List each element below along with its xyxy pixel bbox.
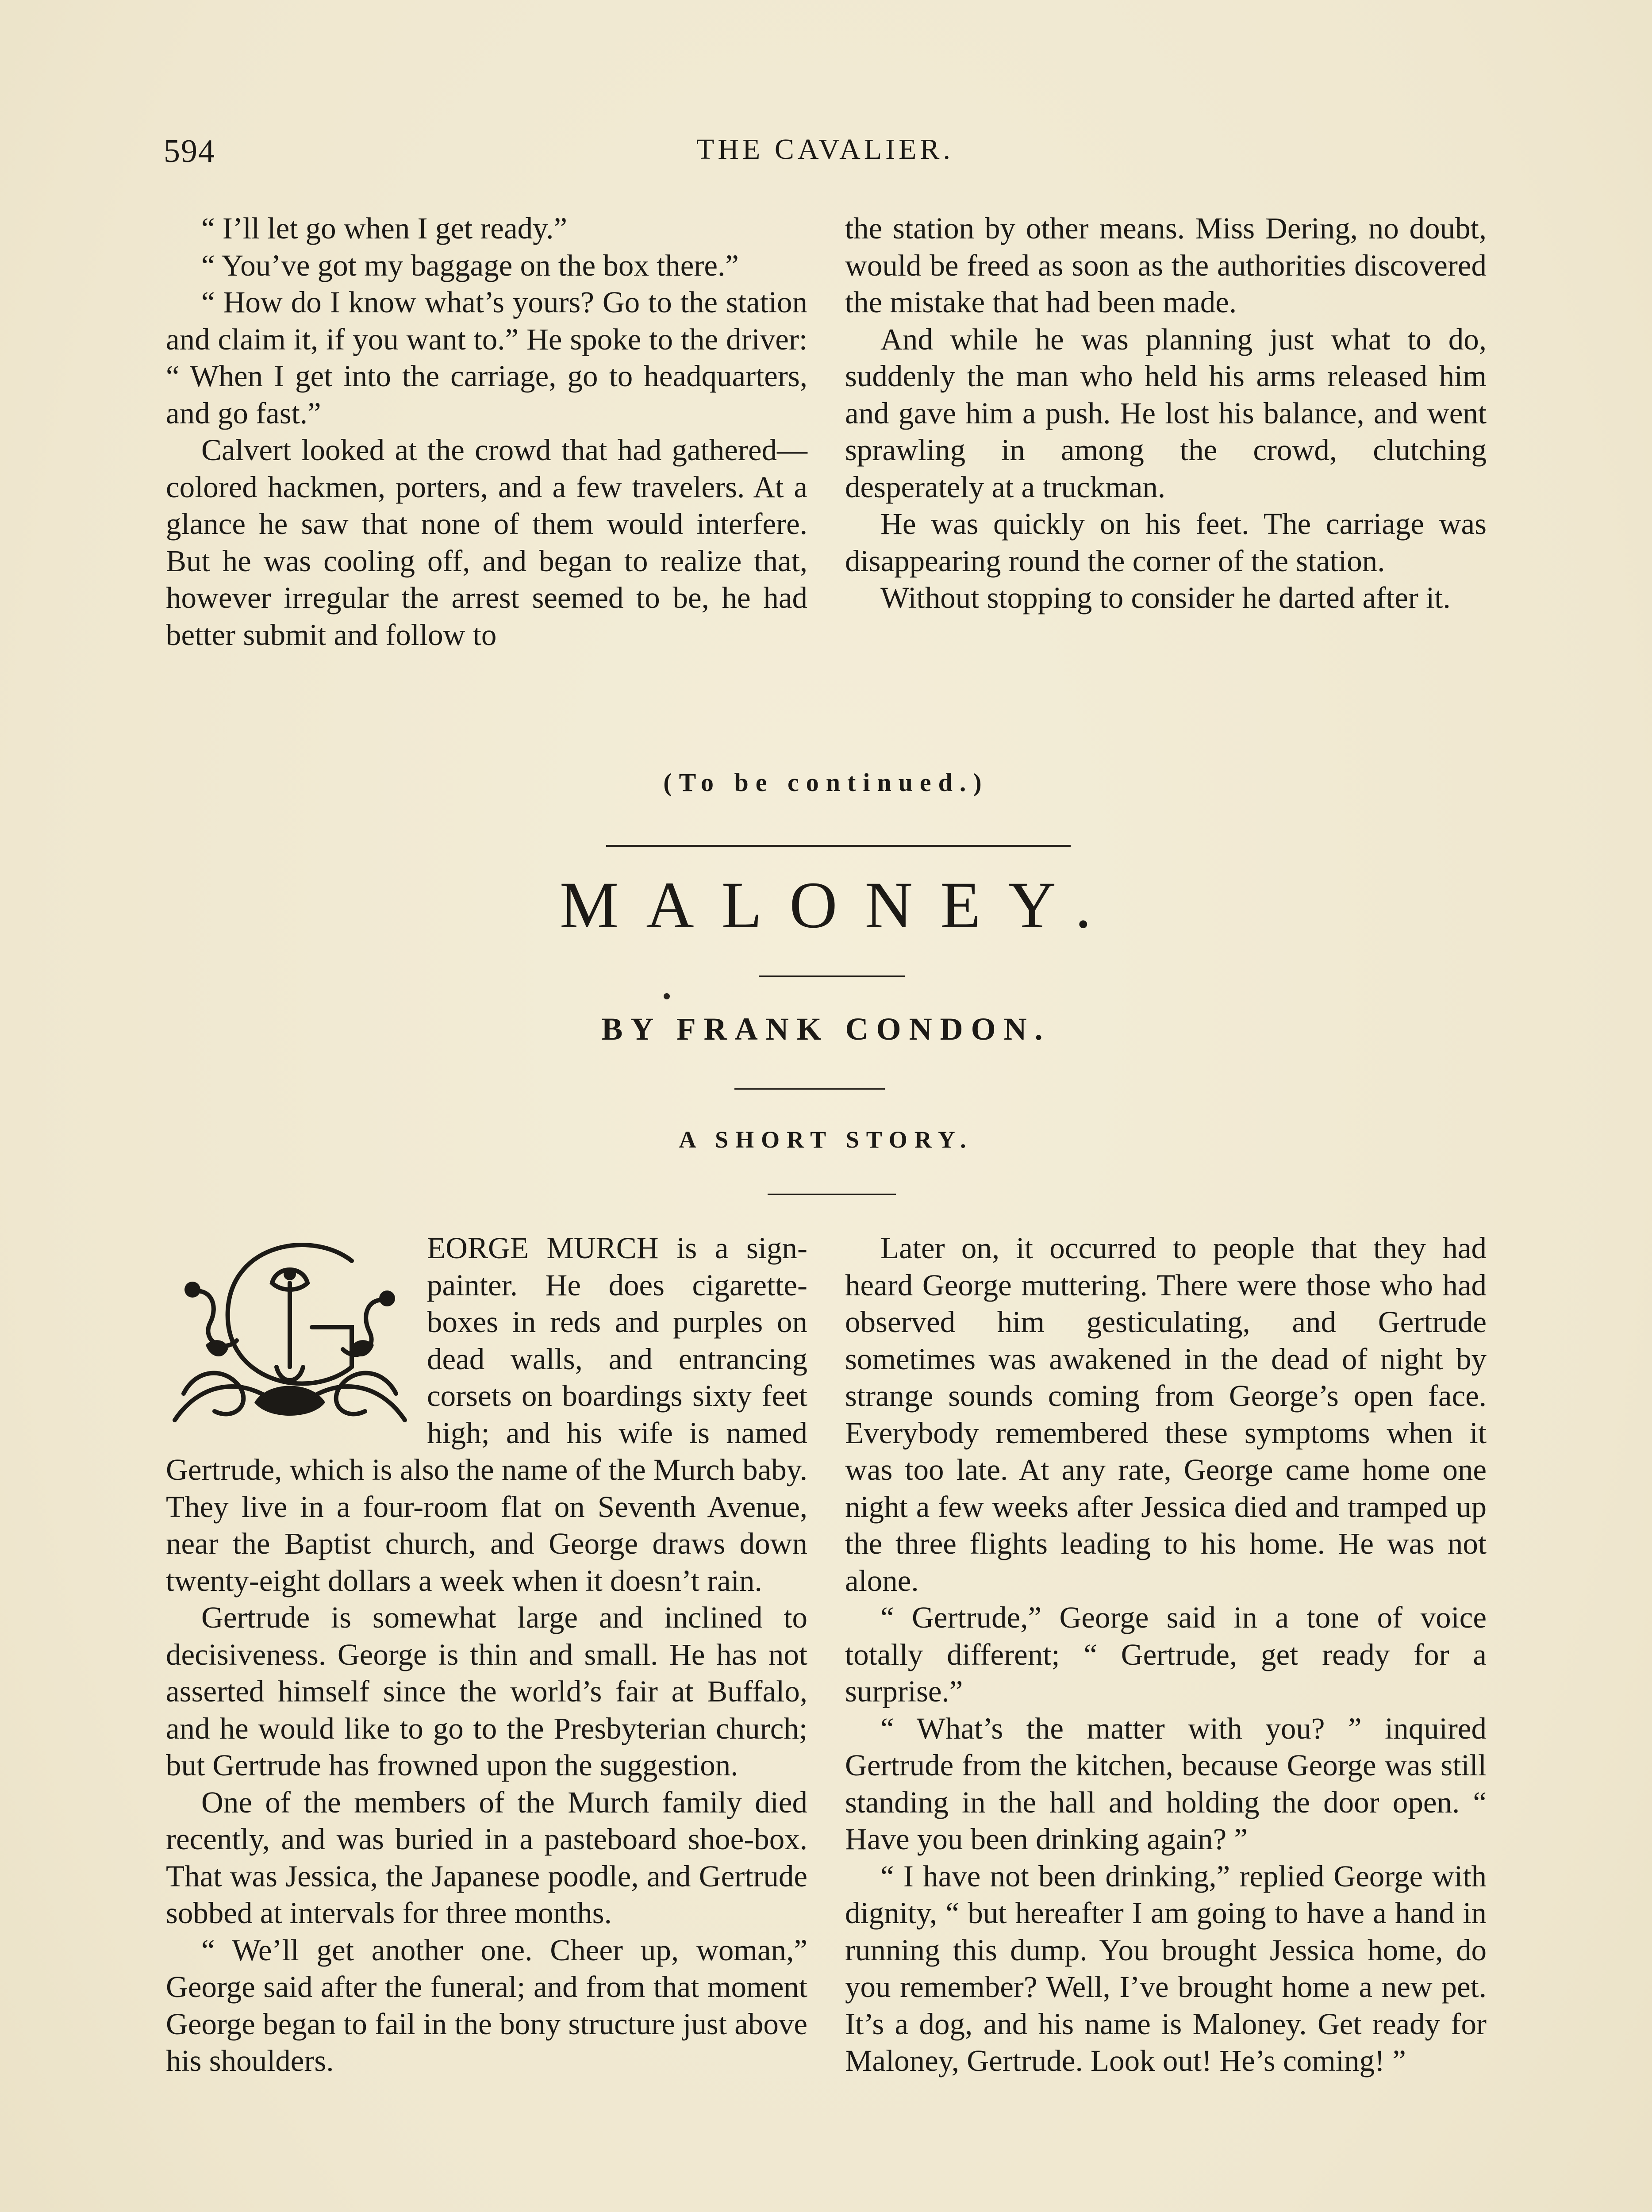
paragraph: And while he was planning just what to do, suddenly the man who held his arms released him and gave him a push. He lost his balance, and went sprawling in among the crowd, clutching desperately at a truckman. [845,322,1487,504]
paragraph: “ How do I know what’s yours? Go to the station and claim it, if you want to.” He spoke to the driver: “ When I get into the carriage, go to headquarters, and go fast.” [166,285,807,430]
paragraph: “ What’s the matter with you? ” inquired Gertrude from the kitchen, because George was still standing in the hall and holding the door open. “ Have you been drinking again? ” [845,1711,1487,1856]
title-rule [759,975,905,977]
story-subtitle: A SHORT STORY. [679,1126,973,1153]
paragraph: “ We’ll get another one. Cheer up, woman,” George said after the funeral; and from that moment George began to fail in the bony structure just above his shoulders. [166,1933,807,2078]
running-title: THE CAVALIER. [696,133,954,165]
paragraph: “ You’ve got my baggage on the box there.” [201,248,739,282]
subtitle-rule [768,1194,896,1195]
paragraph: “ I have not been drinking,” replied George with dignity, “ but hereafter I am going to have a hand in running this dump. You brought Jessica home, do you remember? Well, I’ve brought home a new pet. It’s a dog, and his name is Maloney. Get ready for Maloney, Gertrude. Look out! He’s coming! ” [845,1859,1487,2078]
byline: BY FRANK CONDON. [601,1011,1051,1047]
ornament-dot [664,993,670,999]
paragraph: Later on, it occurred to people that they had heard George muttering. There were those who had observed him gesticulating, and Gertrude sometimes was awakened in the dead of night by strange sounds coming from George’s open face. Everybody remembered these symptoms when it was too late. At any rate, George came home one night a few weeks after Jessica died and tramped up the three flights leading to his home. He was not alone. [845,1231,1487,1598]
ornamental-drop-cap [166,1234,414,1429]
page-header [164,133,1487,181]
page-number: 594 [164,133,215,169]
paragraph: “ Gertrude,” George said in a tone of voice totally different; “ Gertrude, get ready for a surprise.” [845,1601,1487,1708]
paragraph: Without stopping to consider he darted after it. [880,581,1451,614]
story-opening-paragraph: EORGE MURCH is a sign-painter. He does cigarette-boxes in reds and purples on dead walls, and entrancing corsets on boardings sixty feet high; and his wife is named Gertrude, which is also the name of the Murch baby. They live in a four-room flat on Seventh Avenue, near the Baptist church, and George draws down twenty-eight dollars a week when it doesn’t rain. [166,1231,807,1598]
drop-cap-ornament-icon [166,1234,414,1429]
byline-rule [734,1088,885,1090]
previous-story-left-column [166,210,807,653]
paragraph: “ I’ll let go when I get ready.” [201,211,567,245]
previous-story-right-column [845,210,1487,617]
continued-note: (To be continued.) [663,768,989,797]
paragraph: He was quickly on his feet. The carriage was disappearing round the corner of the station. [845,507,1487,578]
story-title: MALONEY. [559,868,1119,942]
paragraph: Calvert looked at the crowd that had gathered—colored hackmen, porters, and a few travelers. At a glance he saw that none of them would interfere. But he was cooling off, and began to realize that, however irregular the arrest seemed to be, he had better submit and follow to [166,433,807,652]
paragraph: One of the members of the Murch family died recently, and was buried in a pasteboard shoe-box. That was Jessica, the Japanese poodle, and Gertrude sobbed at intervals for three months. [166,1785,807,1930]
section-divider [606,845,1071,847]
paragraph: the station by other means. Miss Dering, no doubt, would be freed as soon as the authorities discovered the mistake that had been made. [845,211,1487,319]
story-left-column [166,1230,807,2080]
paragraph: Gertrude is somewhat large and inclined to decisiveness. George is thin and small. He has not asserted himself since the world’s fair at Buffalo, and he would like to go to the Presbyterian church; but Gertrude has frowned upon the suggestion. [166,1601,807,1782]
story-right-column [845,1230,1487,2080]
